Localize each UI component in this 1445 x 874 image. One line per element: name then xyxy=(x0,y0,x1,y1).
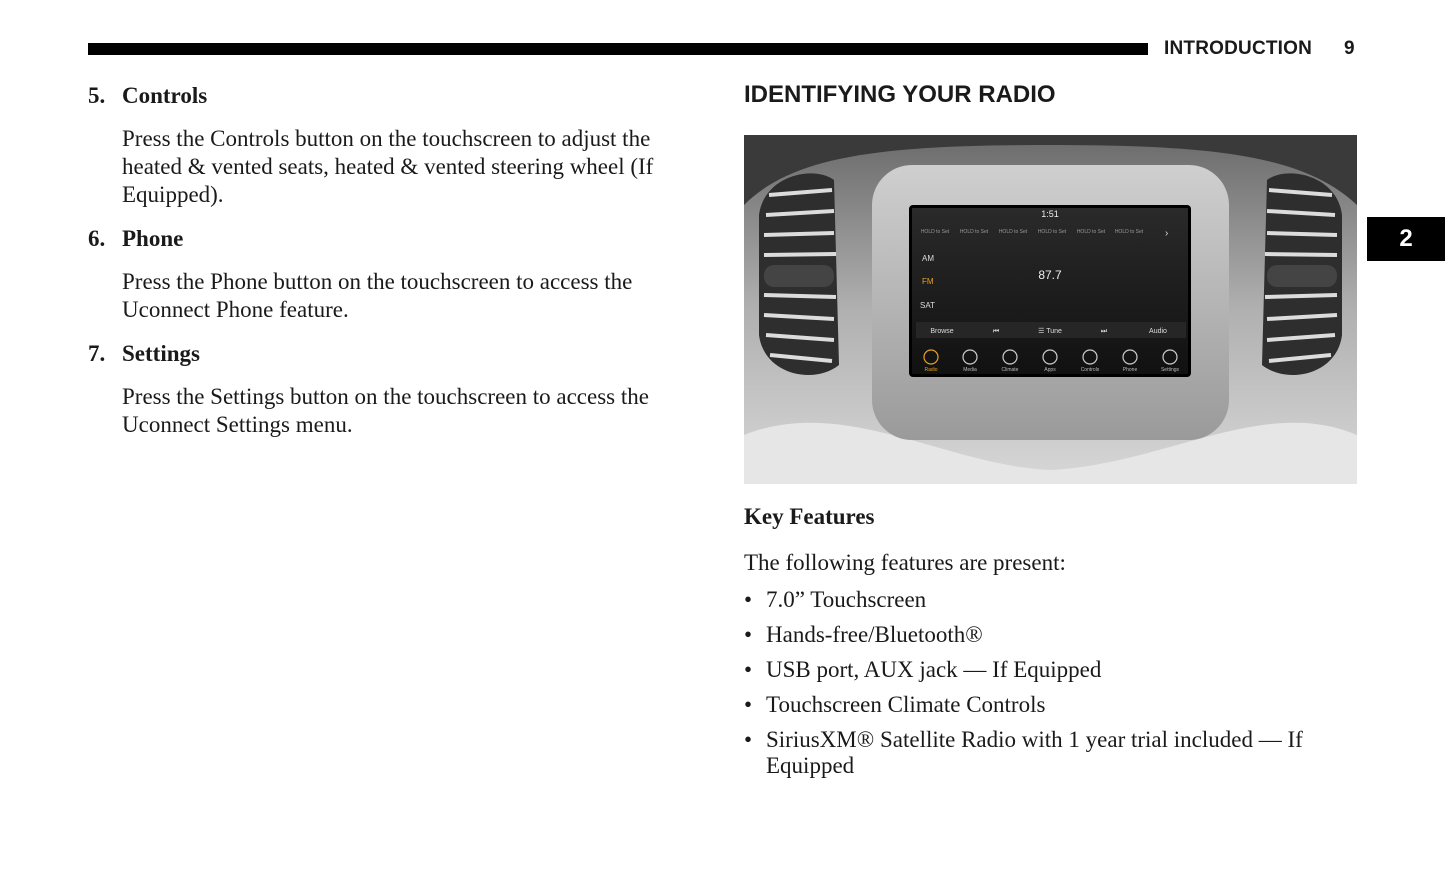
preset-button[interactable]: HOLD to Set xyxy=(998,229,1028,235)
chapter-tab: 2 xyxy=(1367,217,1445,261)
tune-button[interactable]: ☰ Tune xyxy=(1038,328,1062,335)
item-body: Press the Phone button on the touchscreen to access the Uconnect Phone feature. xyxy=(122,269,633,322)
key-features-intro: The following features are present: xyxy=(744,550,1066,575)
preset-button[interactable]: HOLD to Set xyxy=(920,229,950,235)
nav-label-controls[interactable]: Controls xyxy=(1080,367,1100,373)
audio-button[interactable]: Audio xyxy=(1149,328,1167,335)
frequency-display: 87.7 xyxy=(1038,268,1062,282)
nav-label-phone[interactable]: Phone xyxy=(1122,367,1138,373)
item-heading xyxy=(88,80,708,111)
item-heading xyxy=(88,338,708,369)
preset-button[interactable]: HOLD to Set xyxy=(1114,229,1144,235)
item-title: Settings xyxy=(122,341,200,366)
bullet-icon: • xyxy=(744,587,753,612)
radio-photo xyxy=(744,135,1357,484)
radio-illustration xyxy=(744,135,1357,484)
screen-time: 1:51 xyxy=(1041,209,1059,219)
band-fm[interactable]: FM xyxy=(922,277,934,286)
feature-text: USB port, AUX jack — If Equipped xyxy=(766,657,1102,682)
preset-button[interactable]: HOLD to Set xyxy=(1076,229,1106,235)
item-number: 7. xyxy=(88,341,106,366)
list-item-settings xyxy=(88,338,708,439)
bullet-icon: • xyxy=(744,727,753,752)
item-body: Press the Controls button on the touchscreen to adjust the heated & vented seats, heated & vented steering wheel (If Equipped). xyxy=(122,126,654,207)
item-title: Phone xyxy=(122,226,184,251)
page-number: 9 xyxy=(1344,38,1355,59)
nav-label-climate[interactable]: Climate xyxy=(1001,367,1019,373)
item-number: 6. xyxy=(88,226,106,251)
feature-text: 7.0” Touchscreen xyxy=(766,587,927,612)
left-column xyxy=(88,80,708,453)
header-section-title: INTRODUCTION xyxy=(1164,38,1313,59)
seek-forward-icon[interactable]: ⏭ xyxy=(1100,328,1108,335)
list-item xyxy=(744,657,1356,683)
item-number: 5. xyxy=(88,83,106,108)
item-body: Press the Settings button on the touchscreen to access the Uconnect Settings menu. xyxy=(122,384,649,437)
band-am[interactable]: AM xyxy=(922,254,934,263)
list-item-controls xyxy=(88,80,708,209)
item-title: Controls xyxy=(122,83,208,108)
preset-button[interactable]: HOLD to Set xyxy=(1037,229,1067,235)
list-item xyxy=(744,587,1356,613)
bullet-icon: • xyxy=(744,692,753,717)
nav-label-media[interactable]: Media xyxy=(963,367,977,373)
nav-label-settings[interactable]: Settings xyxy=(1160,367,1180,373)
seek-back-icon[interactable]: ⏮ xyxy=(992,328,1000,335)
nav-label-radio[interactable]: Radio xyxy=(924,367,938,373)
bullet-icon: • xyxy=(744,622,753,647)
feature-text: Hands-free/Bluetooth® xyxy=(766,622,983,647)
nav-label-apps[interactable]: Apps xyxy=(1044,367,1056,373)
key-features-title: Key Features xyxy=(744,504,875,529)
features-list xyxy=(744,587,1356,788)
header-rule xyxy=(88,43,1148,55)
list-item xyxy=(744,692,1356,718)
feature-text: SiriusXM® Satellite Radio with 1 year trial included — If Equipped xyxy=(766,727,1303,778)
bullet-icon: • xyxy=(744,657,753,682)
section-title: IDENTIFYING YOUR RADIO xyxy=(744,81,1056,108)
browse-button[interactable]: Browse xyxy=(930,328,954,335)
band-sat[interactable]: SAT xyxy=(920,301,935,310)
preset-button[interactable]: HOLD to Set xyxy=(959,229,989,235)
chevron-right-icon[interactable]: › xyxy=(1165,228,1169,239)
list-item xyxy=(744,727,1356,779)
item-heading xyxy=(88,223,708,254)
feature-text: Touchscreen Climate Controls xyxy=(766,692,1046,717)
list-item-phone xyxy=(88,223,708,324)
list-item xyxy=(744,622,1356,648)
